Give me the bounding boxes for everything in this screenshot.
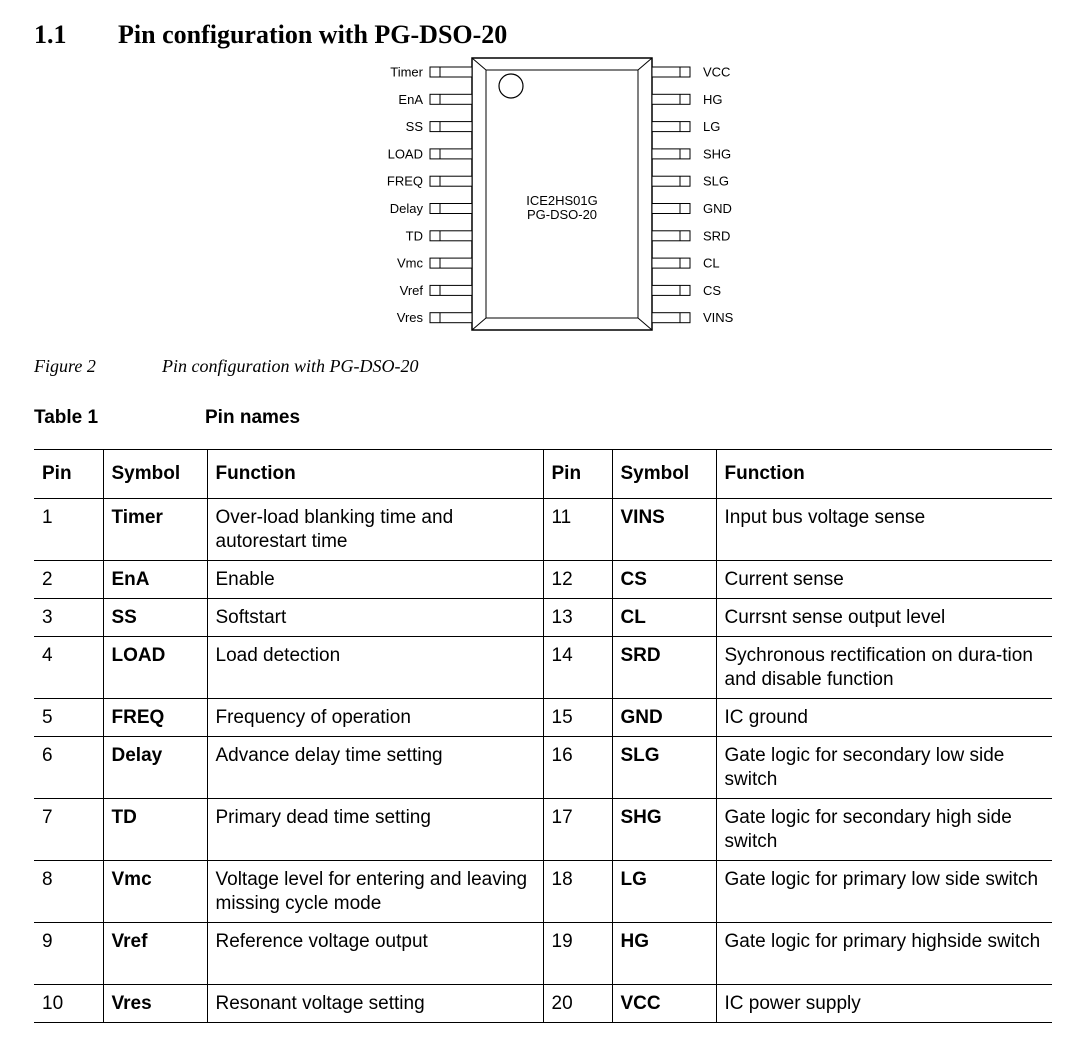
pin-number: 5 — [34, 699, 103, 737]
pin-number: 18 — [543, 861, 612, 923]
pin-number: 3 — [34, 599, 103, 637]
pin-function: Gate logic for primary low side switch — [716, 861, 1052, 923]
pin-label: Vres — [396, 310, 423, 326]
pin-stub — [430, 67, 472, 77]
pin-number: 20 — [543, 985, 612, 1023]
pin-number: 19 — [543, 923, 612, 985]
table-row — [34, 799, 1052, 861]
pin-symbol: Vref — [103, 923, 207, 985]
pin-number: 7 — [34, 799, 103, 861]
chip-package: PG-DSO-20 — [526, 207, 598, 222]
header-pin: Pin — [34, 450, 103, 499]
pin-label: EnA — [398, 91, 423, 107]
chip-part-number: ICE2HS01G — [526, 193, 598, 208]
pin-label: SRD — [703, 228, 731, 244]
pin-symbol: GND — [612, 699, 716, 737]
pin-stub — [652, 149, 690, 159]
pin-number: 11 — [543, 499, 612, 561]
pin-stub — [652, 204, 690, 214]
pin-function: Load detection — [207, 637, 543, 699]
pin-function: Gate logic for secondary low side switch — [716, 737, 1052, 799]
pin-symbol: VCC — [612, 985, 716, 1023]
header-symbol: Symbol — [103, 450, 207, 499]
pin-label: VINS — [703, 310, 734, 326]
pin-number: 8 — [34, 861, 103, 923]
pin-symbol: HG — [612, 923, 716, 985]
pin-symbol: SS — [103, 599, 207, 637]
pin-configuration-diagram — [0, 56, 1080, 336]
table-label: Table 1 — [34, 407, 99, 428]
pin-function: IC power supply — [716, 985, 1052, 1023]
pin-label: SS — [405, 119, 423, 135]
pin-symbol: VINS — [612, 499, 716, 561]
pin-number: 13 — [543, 599, 612, 637]
table-row — [34, 923, 1052, 985]
pin-symbol: LG — [612, 861, 716, 923]
pin-stub — [652, 313, 690, 323]
table-row — [34, 499, 1052, 561]
pin-symbol: Vres — [103, 985, 207, 1023]
pin-function: Softstart — [207, 599, 543, 637]
pin-label: CS — [703, 282, 722, 298]
table-row — [34, 737, 1052, 799]
pin-label: GND — [703, 201, 732, 216]
pin-function: Reference voltage output — [207, 923, 543, 985]
pin-stub — [430, 176, 472, 186]
pin-label: TD — [405, 228, 423, 244]
header-function: Function — [207, 450, 543, 499]
pin-stub — [430, 231, 472, 241]
right-pins — [652, 65, 734, 326]
pin-symbol: SHG — [612, 799, 716, 861]
pin-symbol: SLG — [612, 737, 716, 799]
pin-stub — [652, 285, 690, 295]
pin-label: LG — [703, 119, 721, 135]
pin-function: Current sense — [716, 561, 1052, 599]
pin-function: IC ground — [716, 699, 1052, 737]
table-row — [34, 699, 1052, 737]
pin-label: LOAD — [387, 146, 423, 162]
pin-symbol: Vmc — [103, 861, 207, 923]
table-row — [34, 599, 1052, 637]
table-header-row — [34, 450, 1052, 499]
pin-number: 2 — [34, 561, 103, 599]
pin-number: 4 — [34, 637, 103, 699]
pin-label: Timer — [390, 64, 423, 80]
pin-function: Input bus voltage sense — [716, 499, 1052, 561]
pin-function: Frequency of operation — [207, 699, 543, 737]
pin-label: FREQ — [386, 173, 423, 189]
figure-label: Figure 2 — [34, 356, 96, 376]
pin-stub — [430, 258, 472, 268]
table-row — [34, 637, 1052, 699]
pin-number: 6 — [34, 737, 103, 799]
pin-function: Advance delay time setting — [207, 737, 543, 799]
pin-number: 9 — [34, 923, 103, 985]
pin-symbol: TD — [103, 799, 207, 861]
pin-stub — [430, 149, 472, 159]
pin-stub — [430, 204, 472, 214]
pin-label: Delay — [389, 201, 423, 216]
header-pin: Pin — [543, 450, 612, 499]
pin-label: Vmc — [397, 255, 423, 271]
pin-function: Gate logic for secondary high side switch — [716, 799, 1052, 861]
pin-number: 10 — [34, 985, 103, 1023]
pin-stub — [430, 122, 472, 132]
pin-symbol: Delay — [103, 737, 207, 799]
pin-function: Voltage level for entering and leaving missing cycle mode — [207, 861, 543, 923]
table-caption — [34, 406, 300, 430]
table-title: Pin names — [205, 407, 301, 428]
pin-function: Over-load blanking time and autorestart time — [207, 499, 543, 561]
pin-label: HG — [703, 91, 723, 107]
figure-caption-text: Pin configuration with PG-DSO-20 — [162, 356, 419, 376]
pin-label: VCC — [703, 64, 731, 80]
header-symbol: Symbol — [612, 450, 716, 499]
pin-number: 1 — [34, 499, 103, 561]
pin-function: Resonant voltage setting — [207, 985, 543, 1023]
table-row — [34, 985, 1052, 1023]
pin-stub — [430, 313, 472, 323]
pin-function: Primary dead time setting — [207, 799, 543, 861]
pin-number: 14 — [543, 637, 612, 699]
pin-stub — [652, 122, 690, 132]
header-function: Function — [716, 450, 1052, 499]
pin-stub — [652, 231, 690, 241]
pin-function: Currsnt sense output level — [716, 599, 1052, 637]
section-heading — [34, 18, 507, 52]
pin-number: 16 — [543, 737, 612, 799]
pin-stub — [430, 94, 472, 104]
pin-symbol: SRD — [612, 637, 716, 699]
pin-stub — [652, 258, 690, 268]
pin-label: SHG — [703, 146, 732, 162]
pin-number: 15 — [543, 699, 612, 737]
pin-names-table — [34, 449, 1052, 1023]
pin-function: Sychronous rectification on dura-tion and disable function — [716, 637, 1052, 699]
section-number: 1.1 — [34, 20, 67, 49]
pin-label: Vref — [399, 282, 423, 298]
pin-stub — [652, 94, 690, 104]
pin-symbol: Timer — [103, 499, 207, 561]
pin-symbol: CS — [612, 561, 716, 599]
pin-stub — [652, 176, 690, 186]
table-row — [34, 561, 1052, 599]
left-pins — [387, 65, 472, 326]
pin-symbol: CL — [612, 599, 716, 637]
pin-label: SLG — [703, 173, 730, 189]
pin-label: CL — [703, 255, 720, 271]
pin-stub — [430, 285, 472, 295]
table-row — [34, 861, 1052, 923]
section-title: Pin configuration with PG-DSO-20 — [118, 20, 508, 49]
figure-caption — [34, 354, 418, 378]
pin-function: Enable — [207, 561, 543, 599]
pin-number: 12 — [543, 561, 612, 599]
pin-symbol: FREQ — [103, 699, 207, 737]
pin-stub — [652, 67, 690, 77]
pin-number: 17 — [543, 799, 612, 861]
pin-function: Gate logic for primary highside switch — [716, 923, 1052, 985]
pin-symbol: LOAD — [103, 637, 207, 699]
pin-symbol: EnA — [103, 561, 207, 599]
